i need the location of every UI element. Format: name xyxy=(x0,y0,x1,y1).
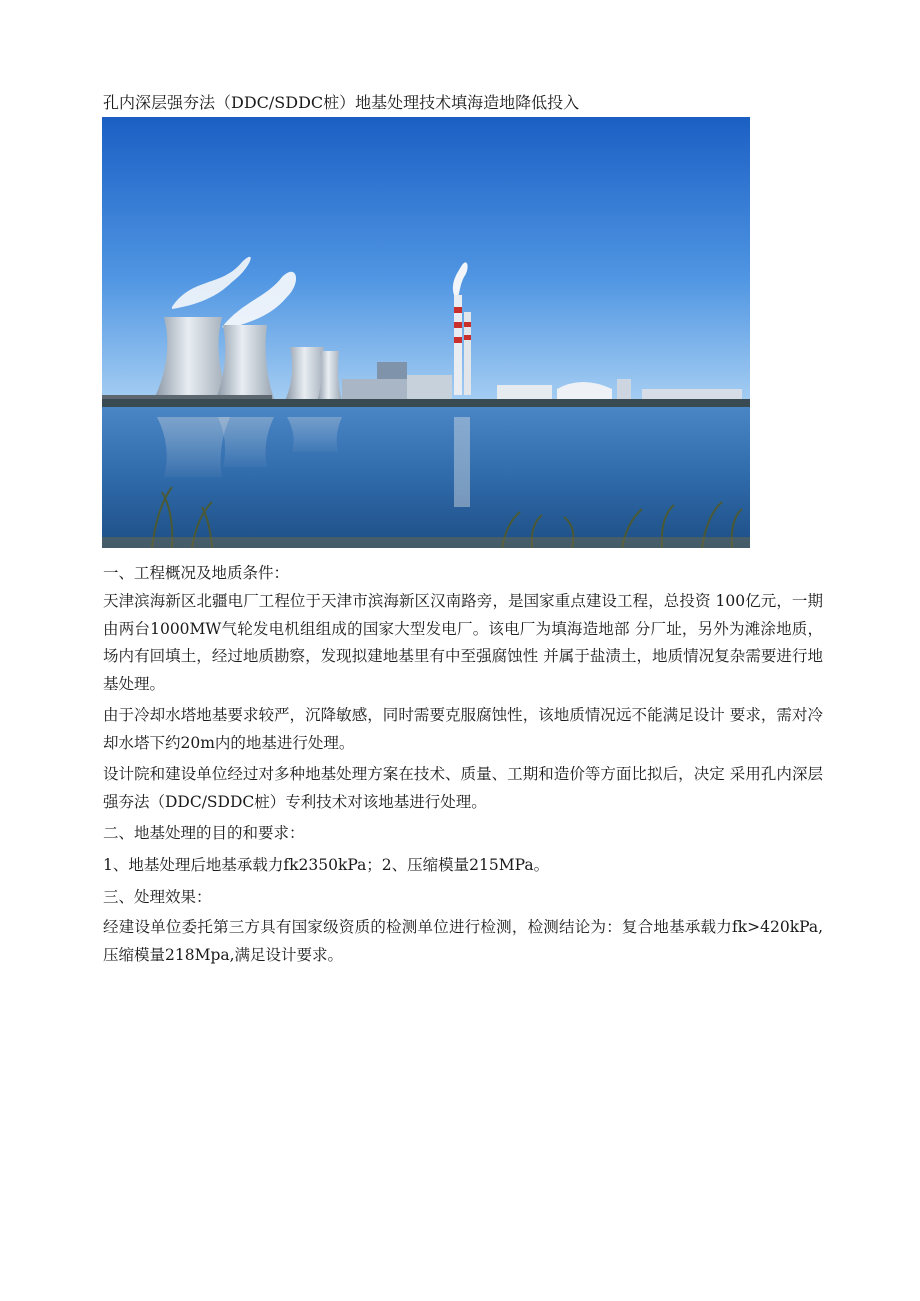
document-body xyxy=(103,560,823,973)
section-2-requirements: 1、地基处理后地基承载力fk2350kPa；2、压缩模量215MPa。 xyxy=(103,856,550,874)
section-1-paragraph-3: 设计院和建设单位经过对多种地基处理方案在技术、质量、工期和造价等方面比拟后，决定 采用孔内深层强夯法（DDC/SDDC桩）专利技术对该地基进行处理。 xyxy=(103,765,823,811)
section-3-paragraph: 经建设单位委托第三方具有国家级资质的检测单位进行检测，检测结论为：复合地基承载力fk>420kPa,压缩模量218Mpa,满足设计要求。 xyxy=(103,918,823,964)
section-2-heading: 二、地基处理的目的和要求： xyxy=(103,824,305,842)
section-1-paragraph-2: 由于冷却水塔地基要求较严，沉降敏感，同时需要克服腐蚀性，该地质情况远不能满足设计 要求，需对冷却水塔下约20m内的地基进行处理。 xyxy=(103,706,823,752)
section-3-heading: 三、处理效果： xyxy=(103,888,212,906)
section-1-paragraph-1: 天津滨海新区北疆电厂工程位于天津市滨海新区汉南路旁，是国家重点建设工程，总投资 100亿元，一期由两台1000MW气轮发电机组组成的国家大型发电厂。该电厂为填海造地部 分厂址，另外为滩涂地质，场内有回填土，经过地质勘察，发现拟建地基里有中至强腐蚀性 并属于盐渍土，地质情况复杂需要进行地基处理。 xyxy=(103,592,823,693)
power-plant-photo xyxy=(102,117,750,548)
document-title: 孔内深层强夯法（DDC/SDDC桩）地基处理技术填海造地降低投入 xyxy=(103,93,580,112)
section-1-heading: 一、工程概况及地质条件： xyxy=(103,564,290,582)
